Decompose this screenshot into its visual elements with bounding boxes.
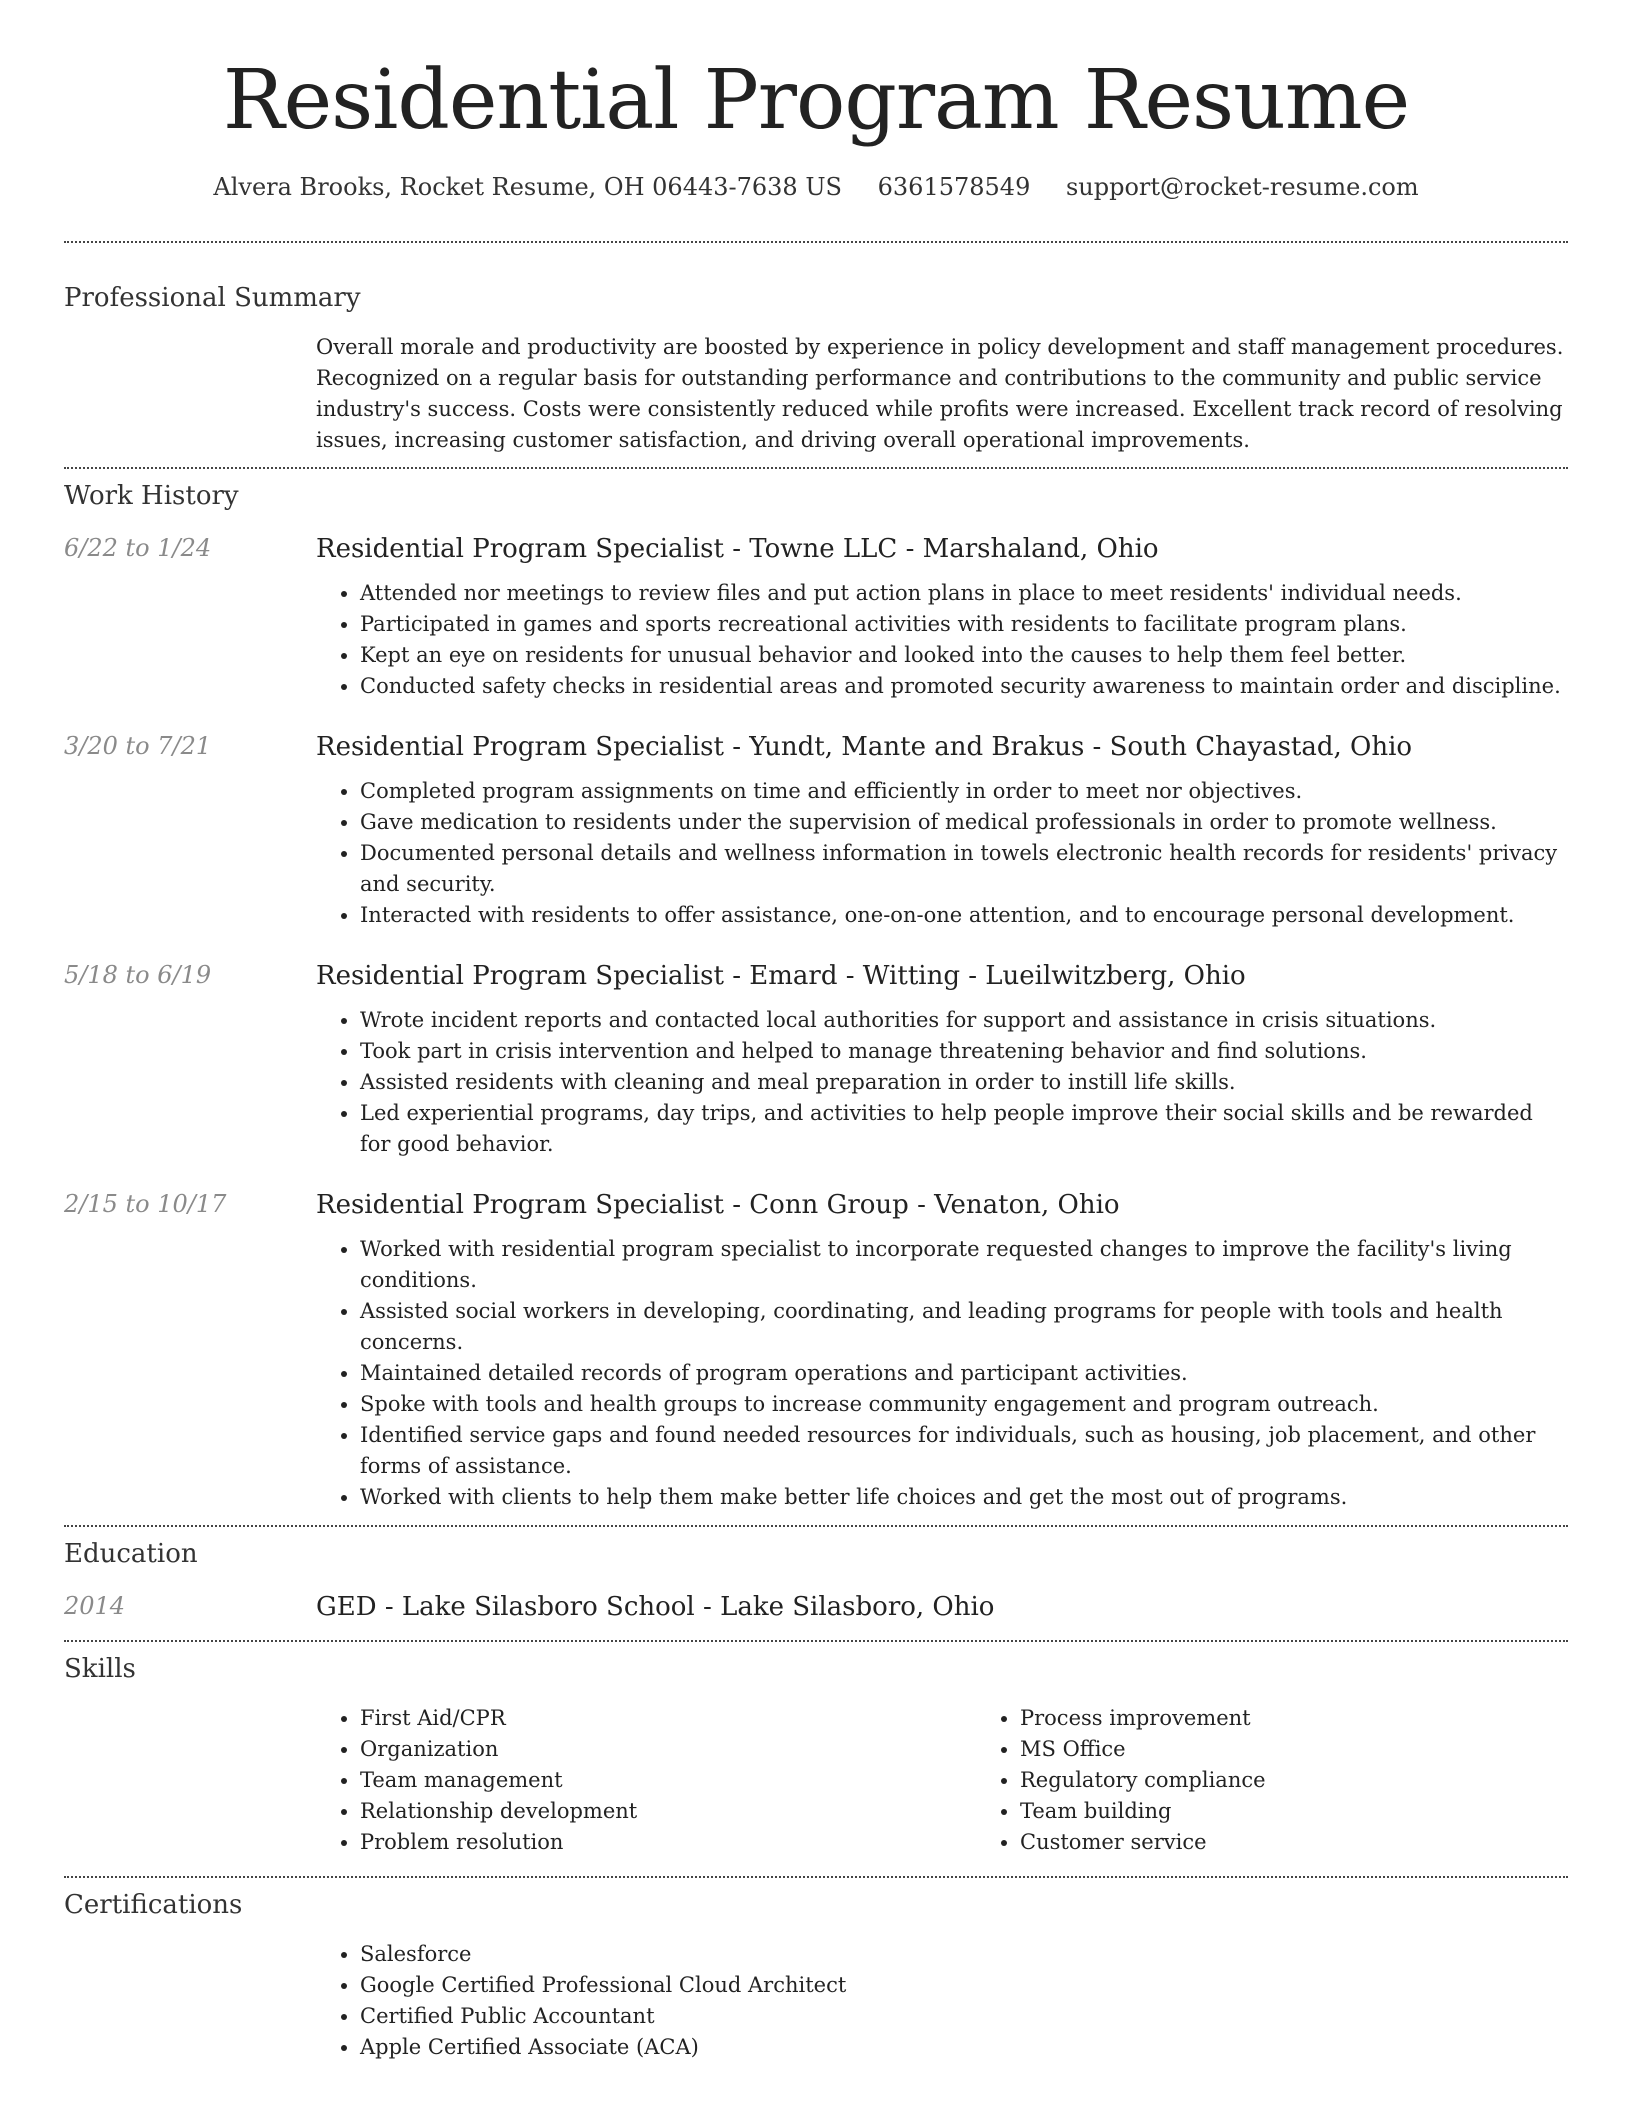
list-item: • Problem resolution [360, 1827, 976, 1858]
list-item: • Regulatory compliance [1020, 1765, 1632, 1796]
certifications-list [316, 1939, 1568, 2063]
job-heading: Residential Program Specialist - Towne LLC - Marshaland, Ohio [316, 534, 1159, 564]
job-dates: 6/22 to 1/24 [64, 534, 212, 562]
list-item: • Assisted social workers in developing, coordinating, and leading programs for people with tools and health concerns. [360, 1296, 1568, 1358]
contact-phone: 6361578549 [877, 173, 1031, 201]
summary-text: Overall morale and productivity are boosted by experience in policy development and staff management procedures. Recognized on a regular basis for outstanding performance and contributions to the community and public service industry's success. Costs were consistently reduced while profits were increased. Excellent track record of resolving issues, increasing customer satisfaction, and driving overall operational improvements. [316, 335, 1564, 452]
list-item: • Google Certified Professional Cloud Architect [360, 1970, 1568, 2001]
list-item: • Worked with residential program specialist to incorporate requested changes to improve the facility's living conditions. [360, 1234, 1568, 1296]
section-title-work-history: Work History [64, 481, 239, 511]
education-heading: GED - Lake Silasboro School - Lake Silasboro, Ohio [316, 1592, 995, 1622]
job-bullets [316, 776, 1568, 931]
list-item: • Worked with clients to help them make better life choices and get the most out of programs. [360, 1482, 1568, 1513]
list-item: • Took part in crisis intervention and helped to manage threatening behavior and find solutions. [360, 1036, 1568, 1067]
job-entry [64, 732, 1568, 931]
list-item: • Kept an eye on residents for unusual behavior and looked into the causes to help them feel better. [360, 640, 1568, 671]
list-item: • Conducted safety checks in residential areas and promoted security awareness to maintain order and discipline. [360, 671, 1568, 702]
page-title: Residential Program Resume [222, 53, 1410, 148]
list-item: • Certified Public Accountant [360, 2001, 1568, 2032]
contact-email: support@rocket-resume.com [1065, 173, 1419, 201]
list-item: • Wrote incident reports and contacted local authorities for support and assistance in crisis situations. [360, 1005, 1568, 1036]
certifications-section [64, 1890, 1568, 2063]
list-item: • MS Office [1020, 1734, 1632, 1765]
resume-header [64, 0, 1568, 201]
section-title-certifications: Certifications [64, 1890, 243, 1920]
contact-line [64, 173, 1568, 201]
skills-list-right [976, 1703, 1632, 1858]
list-item: • Assisted residents with cleaning and meal preparation in order to instill life skills. [360, 1067, 1568, 1098]
list-item: • Customer service [1020, 1827, 1632, 1858]
education-year: 2014 [64, 1592, 126, 1620]
education-section [64, 1539, 1568, 1622]
divider [64, 241, 1568, 243]
section-title-summary: Professional Summary [64, 283, 361, 313]
divider [64, 467, 1568, 469]
list-item: • Process improvement [1020, 1703, 1632, 1734]
section-title-education: Education [64, 1539, 198, 1569]
job-bullets [316, 1005, 1568, 1160]
list-item: • Spoke with tools and health groups to increase community engagement and program outreach. [360, 1389, 1568, 1420]
job-entry [64, 961, 1568, 1160]
list-item: • Attended nor meetings to review files and put action plans in place to meet residents' individual needs. [360, 578, 1568, 609]
list-item: • Apple Certified Associate (ACA) [360, 2032, 1568, 2063]
job-bullets [316, 1234, 1568, 1513]
job-heading: Residential Program Specialist - Conn Group - Venaton, Ohio [316, 1190, 1120, 1220]
skills-columns [316, 1703, 1632, 1858]
list-item: • Documented personal details and wellness information in towels electronic health records for residents' privacy and security. [360, 838, 1568, 900]
work-history-section [64, 481, 1568, 1513]
divider [64, 1525, 1568, 1527]
skills-list-left [316, 1703, 976, 1858]
list-item: • Team management [360, 1765, 976, 1796]
job-entry [64, 1190, 1568, 1513]
list-item: • Team building [1020, 1796, 1632, 1827]
job-dates: 5/18 to 6/19 [64, 961, 212, 989]
job-dates: 2/15 to 10/17 [64, 1190, 227, 1218]
section-title-skills: Skills [64, 1654, 136, 1684]
list-item: • Gave medication to residents under the supervision of medical professionals in order to promote wellness. [360, 807, 1568, 838]
list-item: • Completed program assignments on time and efficiently in order to meet nor objectives. [360, 776, 1568, 807]
job-bullets [316, 578, 1568, 702]
list-item: • Organization [360, 1734, 976, 1765]
job-heading: Residential Program Specialist - Emard - Witting - Lueilwitzberg, Ohio [316, 961, 1246, 991]
divider [64, 1876, 1568, 1878]
summary-section [64, 283, 1568, 456]
list-item: • Participated in games and sports recreational activities with residents to facilitate program plans. [360, 609, 1568, 640]
list-item: • Salesforce [360, 1939, 1568, 1970]
list-item: • Identified service gaps and found needed resources for individuals, such as housing, job placement, and other forms of assistance. [360, 1420, 1568, 1482]
list-item: • Relationship development [360, 1796, 976, 1827]
contact-address: Alvera Brooks, Rocket Resume, OH 06443-7638 US [213, 173, 842, 201]
list-item: • Maintained detailed records of program operations and participant activities. [360, 1358, 1568, 1389]
job-dates: 3/20 to 7/21 [64, 732, 212, 760]
job-heading: Residential Program Specialist - Yundt, Mante and Brakus - South Chayastad, Ohio [316, 732, 1413, 762]
list-item: • Led experiential programs, day trips, and activities to help people improve their social skills and be rewarded for good behavior. [360, 1098, 1568, 1160]
divider [64, 1640, 1568, 1642]
list-item: • First Aid/CPR [360, 1703, 976, 1734]
job-entry [64, 534, 1568, 702]
list-item: • Interacted with residents to offer assistance, one-on-one attention, and to encourage personal development. [360, 900, 1568, 931]
skills-section [64, 1654, 1568, 1858]
